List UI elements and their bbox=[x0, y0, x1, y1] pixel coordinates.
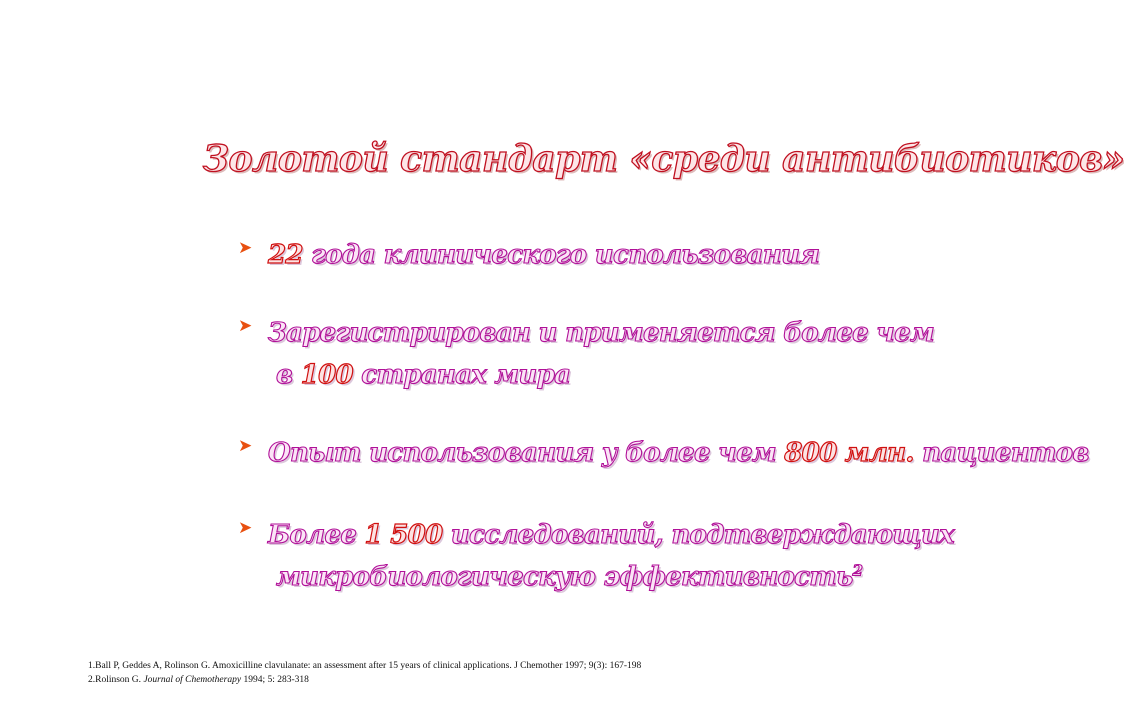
bullet-item-registration bbox=[238, 312, 934, 396]
bullet-text bbox=[268, 234, 819, 276]
footnote-marker: 2 bbox=[852, 561, 863, 580]
arrowhead-bullet-icon: ➤ bbox=[238, 238, 253, 258]
arrowhead-bullet-icon: ➤ bbox=[238, 518, 253, 538]
bullet-line: Зарегистрирован и применяется более чем bbox=[268, 318, 935, 348]
bullet-item-patients bbox=[238, 432, 1089, 474]
journal-name: Journal of Chemotherapy bbox=[143, 675, 242, 685]
arrowhead-bullet-icon: ➤ bbox=[238, 316, 253, 336]
bullet-item-clinical-use bbox=[238, 234, 819, 276]
references bbox=[88, 659, 641, 687]
bullet-text bbox=[268, 312, 934, 396]
bullet-text: Опыт использования у более чем 800 млн. пациентов bbox=[268, 438, 1089, 468]
bullet-text bbox=[268, 514, 954, 598]
bullet-highlight-number: 22 bbox=[268, 240, 303, 270]
bullet-highlight-number: 100 bbox=[300, 360, 353, 390]
bullet-highlight-number: 1 500 bbox=[364, 520, 443, 550]
bullet-line: года клинического использования bbox=[302, 240, 820, 270]
bullet-line-continuation: в 100 странах мира bbox=[276, 360, 571, 390]
reference-2: 2.Rolinson G. Journal of Chemotherapy 1994; 5: 283-318 bbox=[88, 675, 309, 685]
bullet-line-continuation: микробиологическую эффективность$^2$ bbox=[276, 561, 863, 592]
bullet-line: Более 1 500 исследований, подтверждающих bbox=[268, 520, 954, 550]
bullet-item-studies bbox=[238, 514, 954, 598]
bullet-highlight-number: 800 млн. bbox=[784, 438, 914, 468]
bullet-line: Опыт использования у более чем bbox=[268, 438, 785, 468]
slide-title: Золотой стандарт «среди антибиотиков» bbox=[203, 138, 1124, 180]
arrowhead-bullet-icon: ➤ bbox=[238, 436, 253, 456]
reference-1: 1.Ball P, Geddes A, Rolinson G. Amoxicilline clavulanate: an assessment after 15 years of clinical applications. J Chemother 1997; 9(3): 167-198 bbox=[88, 661, 642, 671]
